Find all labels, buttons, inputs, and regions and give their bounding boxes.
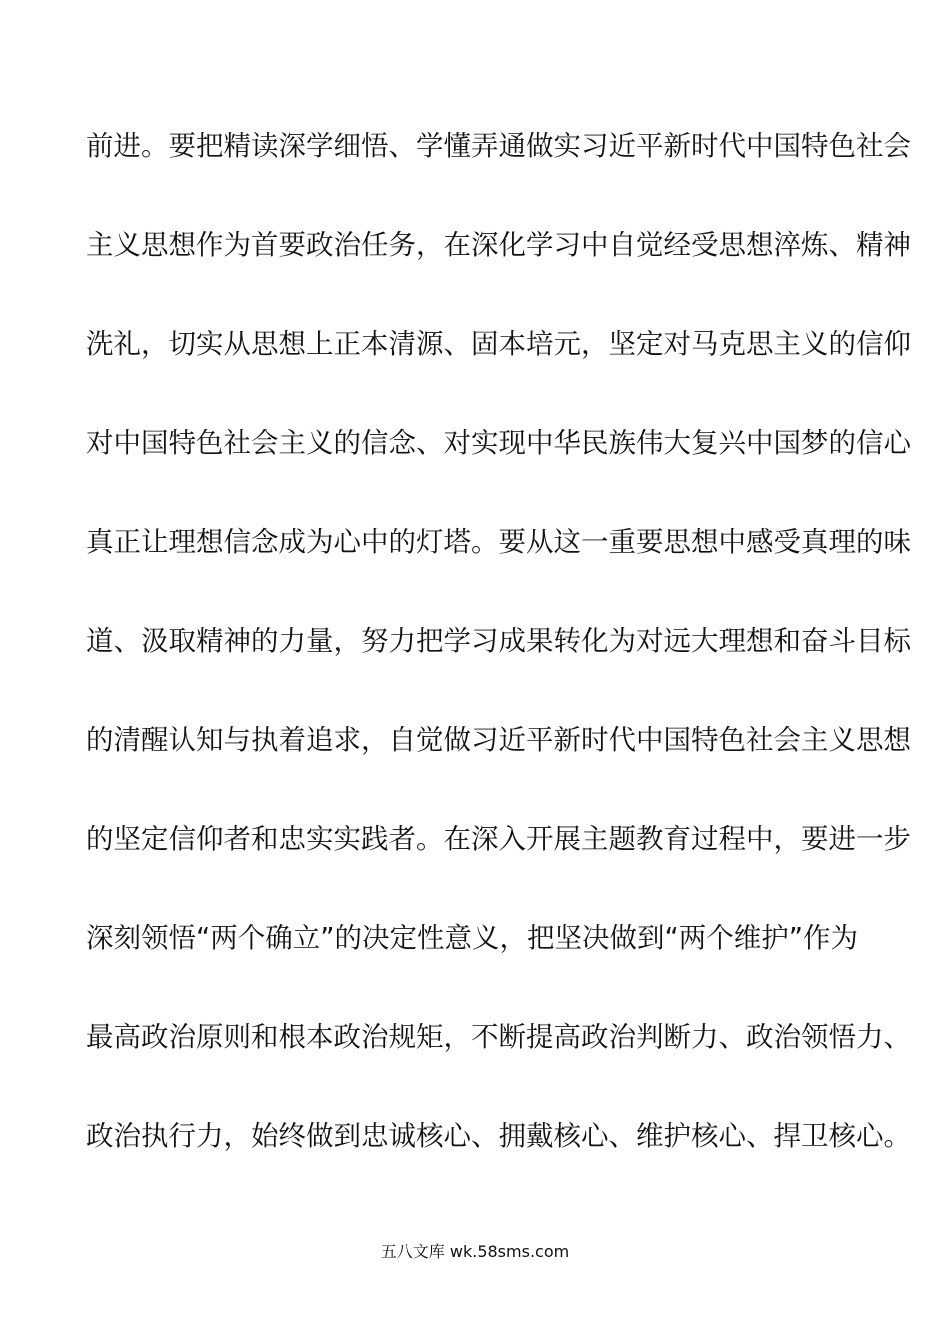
text-line-10: 最高政治原则和根本政治规矩，不断提高政治判断力、政治领悟力、 bbox=[86, 1021, 911, 1053]
text-line-9: 深刻领悟“两个确立”的决定性意义，把坚决做到“两个维护”作为 bbox=[86, 922, 858, 954]
text-line-5: 真正让理想信念成为心中的灯塔。要从这一重要思想中感受真理的味 bbox=[86, 526, 911, 558]
text-line-1: 前进。要把精读深学细悟、学懂弄通做实习近平新时代中国特色社会 bbox=[86, 130, 911, 162]
text-line-3: 洗礼，切实从思想上正本清源、固本培元，坚定对马克思主义的信仰 bbox=[86, 328, 911, 360]
text-line-11: 政治执行力，始终做到忠诚核心、拥戴核心、维护核心、捍卫核心。 bbox=[86, 1120, 911, 1152]
text-line-6: 道、汲取精神的力量，努力把学习成果转化为对远大理想和奋斗目标 bbox=[86, 625, 911, 657]
text-line-2: 主义思想作为首要政治任务，在深化学习中自觉经受思想淬炼、精神 bbox=[86, 229, 911, 261]
body-text bbox=[86, 122, 911, 1211]
text-line-7: 的清醒认知与执着追求，自觉做习近平新时代中国特色社会主义思想 bbox=[86, 724, 911, 756]
text-line-4: 对中国特色社会主义的信念、对实现中华民族伟大复兴中国梦的信心 bbox=[86, 427, 911, 459]
text-line-8: 的坚定信仰者和忠实实践者。在深入开展主题教育过程中，要进一步 bbox=[86, 823, 911, 855]
footer-watermark: 五八文库 wk.58sms.com bbox=[380, 1242, 570, 1261]
